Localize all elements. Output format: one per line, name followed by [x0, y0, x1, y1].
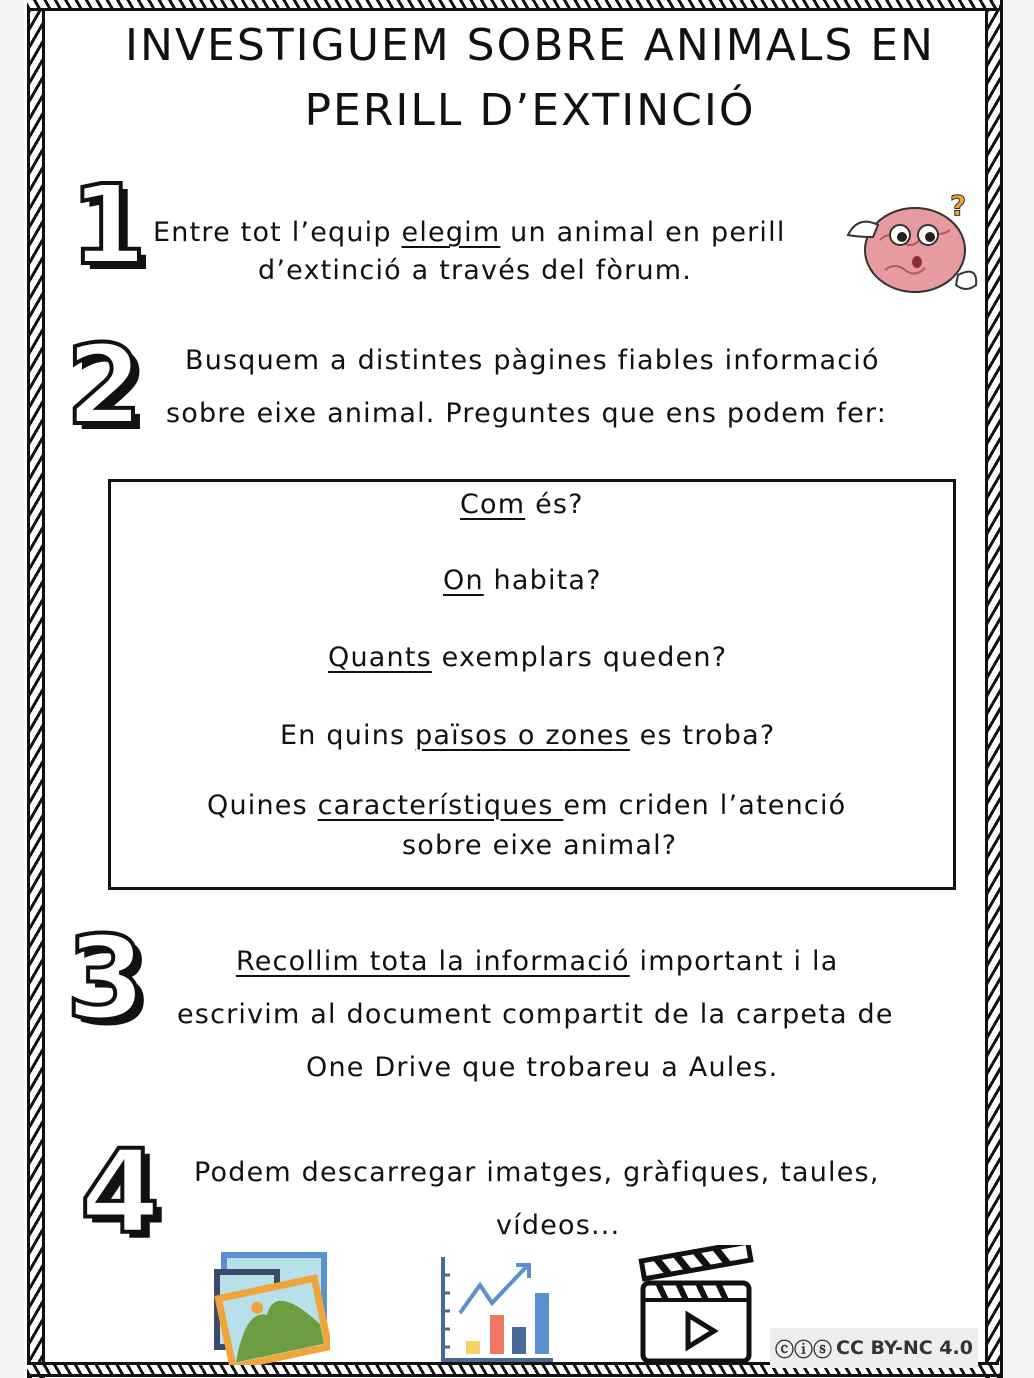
text-segment: em criden l’atenció: [563, 790, 847, 821]
text-segment: d’extinció a través del fòrum.: [258, 255, 693, 286]
page-title-line1: INVESTIGUEM SOBRE ANIMALS EN: [125, 20, 935, 71]
page-title-line2: PERILL D’EXTINCIÓ: [304, 85, 756, 136]
underlined-keyword: On: [443, 565, 484, 596]
questions-box: [108, 479, 956, 890]
decorative-border-top: [27, 0, 999, 11]
underlined-keyword: elegim: [401, 217, 501, 248]
decorative-border-left: [27, 0, 45, 1378]
step-text-line: [185, 345, 880, 376]
step-text-line: [177, 999, 894, 1030]
text-segment: un animal en perill: [500, 217, 786, 248]
step-number-4: 4: [80, 1126, 161, 1260]
underlined-keyword: països o zones: [415, 720, 630, 751]
text-segment: sobre eixe animal?: [402, 830, 678, 861]
underlined-keyword: característiques: [317, 790, 564, 821]
text-segment: En quins: [280, 720, 416, 751]
step-text-line: [236, 946, 838, 977]
license-badge[interactable]: [770, 1328, 978, 1368]
text-segment: vídeos...: [496, 1210, 621, 1241]
chart-icon: [438, 1255, 558, 1365]
text-segment: Quines: [207, 790, 318, 821]
text-segment: important i la: [629, 946, 839, 977]
step-text-line: [258, 255, 692, 286]
images-icon: [212, 1250, 330, 1365]
thinking-brain-icon: [840, 190, 985, 305]
license-label: CC BY-NC 4.0: [836, 1337, 973, 1359]
decorative-border-right: [985, 0, 1003, 1378]
cc-icons: ⓒⓘⓢ: [775, 1338, 833, 1361]
text-segment: sobre eixe animal. Preguntes que ens podem fer:: [166, 398, 888, 429]
text-segment: es troba?: [629, 720, 776, 751]
video-clapperboard-icon: [638, 1245, 758, 1365]
underlined-keyword: Recollim tota la informació: [236, 946, 630, 977]
text-segment: Busquem a distintes pàgines fiables informació: [185, 345, 880, 376]
step-text-line: [166, 398, 887, 429]
step-text-line: [306, 1052, 778, 1083]
underlined-keyword: Quants: [328, 642, 432, 673]
step-number-2: 2: [66, 321, 143, 449]
text-segment: Podem descarregar imatges, gràfiques, taules,: [194, 1157, 880, 1188]
step-number-3: 3: [66, 912, 147, 1046]
text-segment: exemplars queden?: [431, 642, 728, 673]
text-segment: One Drive que trobareu a Aules.: [306, 1052, 779, 1083]
svg-text:?: ?: [950, 190, 967, 222]
text-segment: és?: [525, 489, 584, 520]
text-segment: Entre tot l’equip: [153, 217, 402, 248]
step-number-1: 1: [70, 161, 147, 289]
text-segment: habita?: [483, 565, 602, 596]
step-text-line: [194, 1157, 880, 1188]
text-segment: escrivim al document compartit de la carpeta de: [177, 999, 894, 1030]
step-text-line: [496, 1210, 620, 1241]
step-text-line: [153, 217, 786, 248]
underlined-keyword: Com: [460, 489, 526, 520]
